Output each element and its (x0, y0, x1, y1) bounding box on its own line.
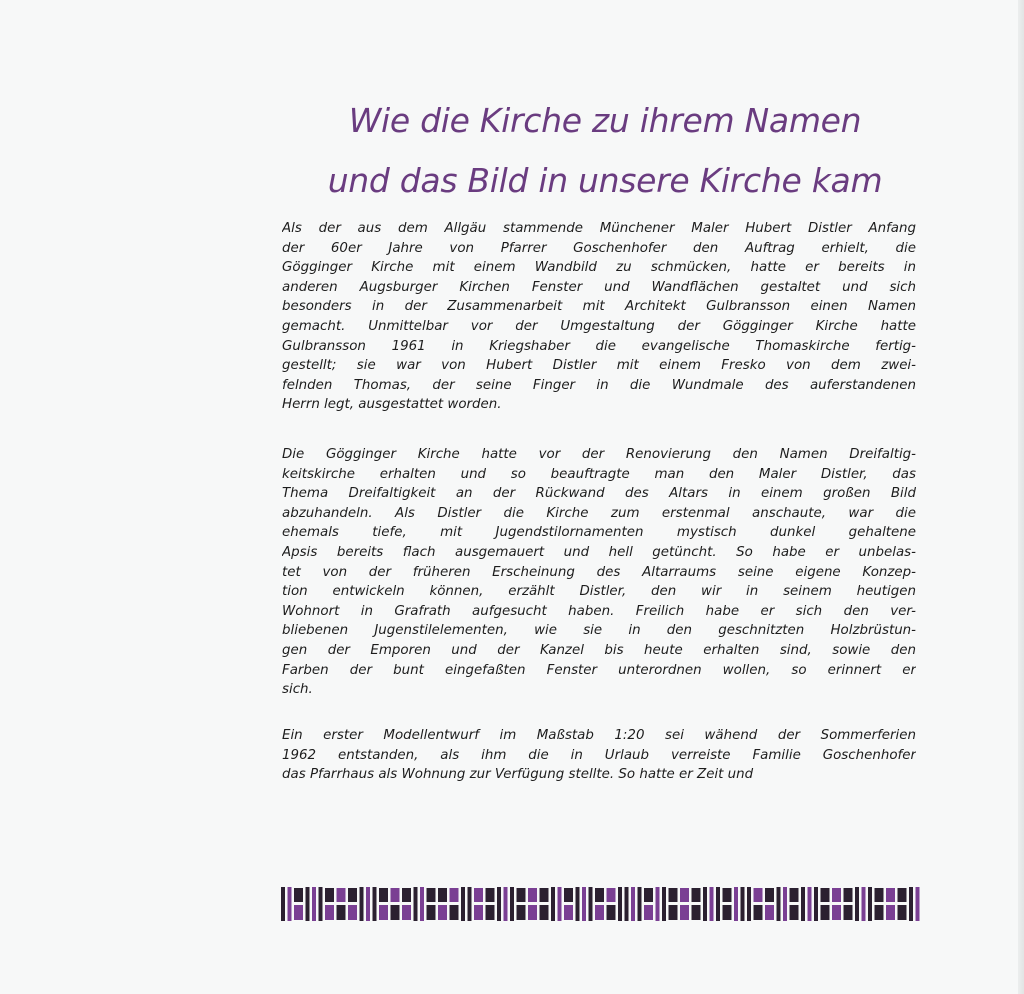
ornament-block (680, 905, 689, 920)
ornament-block (450, 888, 459, 902)
ornament-bar (461, 887, 465, 921)
ornament-block (669, 888, 678, 902)
ornament-bar (662, 887, 666, 921)
ornament-block (680, 888, 689, 902)
page-edge (1018, 0, 1024, 994)
ornament-block (540, 905, 549, 920)
ornament-block (723, 905, 732, 920)
ornament-block (875, 905, 884, 920)
ornament-bar (306, 887, 310, 921)
ornament-block (438, 888, 447, 902)
ornament-block (886, 905, 895, 920)
ornament-bar (741, 887, 745, 921)
ornament-block (402, 905, 411, 920)
ornament-bar (558, 887, 562, 921)
ornament-bar (855, 887, 859, 921)
ornament-block (474, 905, 483, 920)
ornament-block (486, 888, 495, 902)
ornament-bar (312, 887, 316, 921)
ornament-block (790, 888, 799, 902)
ornament-block (607, 905, 616, 920)
text-line: ehemals tiefe, mit Jugendstilornamenten mystisch dunkel gehaltene (282, 525, 916, 541)
text-line: 1962 entstanden, als ihm die in Urlaub verreiste Familie Goschenhofer (282, 747, 916, 763)
ornament-block (337, 888, 346, 902)
text-line: Als der aus dem Allgäu stammende Münchener Maler Hubert Distler Anfang (282, 221, 916, 236)
ornament-block (348, 905, 357, 920)
ornament-block (450, 905, 459, 920)
ornament-block (564, 888, 573, 902)
ornament-bar (916, 887, 920, 921)
ornament-bar (420, 887, 424, 921)
ornament-block (644, 905, 653, 920)
ornament-block (898, 888, 907, 902)
ornament-bar (808, 887, 812, 921)
ornament-block (325, 905, 334, 920)
text-line: Farben der bunt eingefaßten Fenster unterordnen wollen, so erinnert er (282, 662, 916, 678)
ornament-bar (716, 887, 720, 921)
ornament-bar (747, 887, 751, 921)
ornament-bar (868, 887, 872, 921)
ornament-block (595, 888, 604, 902)
ornament-block (875, 888, 884, 902)
ornament-block (754, 905, 763, 920)
ornament-bar (551, 887, 555, 921)
page-title-line-2: und das Bild in unsere Kirche kam (327, 161, 883, 200)
text-line: anderen Augsburger Kirchen Fenster und Wandflächen gestaltet und sich (282, 279, 916, 295)
ornament-bar (710, 887, 714, 921)
text-line: abzuhandeln. Als Distler die Kirche zum erstenmal anschaute, war die (282, 505, 916, 521)
paragraph-1 (282, 219, 916, 415)
ornament-bar (656, 887, 660, 921)
text-line: besonders in der Zusammenarbeit mit Architekt Gulbransson einen Namen (282, 299, 916, 315)
ornament-block (692, 905, 701, 920)
ornament-block (474, 888, 483, 902)
ornament-block (790, 905, 799, 920)
ornament-block (517, 888, 526, 902)
ornament-block (644, 888, 653, 902)
ornament-bar (589, 887, 593, 921)
ornament-block (821, 888, 830, 902)
ornament-bar (777, 887, 781, 921)
ornament-block (832, 888, 841, 902)
ornament-block (723, 888, 732, 902)
ornament-bar (281, 887, 285, 921)
text-line: der 60er Jahre von Pfarrer Goschenhofer den Auftrag erhielt, die (282, 240, 916, 256)
ornament-block (391, 905, 400, 920)
ornament-block (765, 888, 774, 902)
ornament-bar (618, 887, 622, 921)
text-line: gemacht. Unmittelbar vor der Umgestaltung der Gögginger Kirche hatte (282, 318, 916, 334)
paragraph-2 (282, 445, 916, 700)
ornament-block (379, 888, 388, 902)
ornament-bar (288, 887, 292, 921)
ornament-bar (734, 887, 738, 921)
text-line: sich. (282, 682, 313, 698)
ornament-block (540, 888, 549, 902)
ornament-block (832, 905, 841, 920)
text-line: Die Gögginger Kirche hatte vor der Renovierung den Namen Dreifaltig- (282, 447, 916, 462)
text-line: tion entwickeln können, erzählt Distler, den wir in seinem heutigen (282, 584, 916, 600)
ornament-block (844, 905, 853, 920)
ornament-block (402, 888, 411, 902)
ornament-block (898, 905, 907, 920)
ornament-block (528, 905, 537, 920)
ornament-block (379, 905, 388, 920)
ornament-bar (862, 887, 866, 921)
ornament-bar (631, 887, 635, 921)
ornament-bar (468, 887, 472, 921)
ornament-bar (360, 887, 364, 921)
ornament-block (528, 888, 537, 902)
ornament-bar (576, 887, 580, 921)
page-title-line-1: Wie die Kirche zu ihrem Namen (348, 101, 862, 140)
text-line: Apsis bereits flach ausgemauert und hell getüncht. So habe er unbelas- (282, 544, 916, 560)
text-line: Ein erster Modellentwurf im Maßstab 1:20 sei wähend der Sommerferien (282, 728, 916, 743)
ornament-bar (510, 887, 514, 921)
ornament-bar (638, 887, 642, 921)
ornament-block (595, 905, 604, 920)
ornament-bar (783, 887, 787, 921)
ornament-bar (814, 887, 818, 921)
ornament-bar (582, 887, 586, 921)
text-line: das Pfarrhaus als Wohnung zur Verfügung stellte. So hatte er Zeit und (282, 767, 754, 783)
ornament-block (765, 905, 774, 920)
text-line: Thema Dreifaltigkeit an der Rückwand des Altars in einem großen Bild (282, 486, 916, 502)
text-line: gen der Emporen und der Kanzel bis heute erhalten sind, sowie den (282, 642, 916, 658)
ornament-block (427, 888, 436, 902)
ornament-block (844, 888, 853, 902)
ornament-block (325, 888, 334, 902)
ornament-block (294, 888, 303, 902)
text-line: keitskirche erhalten und so beauftragte man den Maler Distler, das (282, 466, 916, 482)
ornament-block (391, 888, 400, 902)
ornament-block (427, 905, 436, 920)
text-line: Wohnort in Grafrath aufgesucht haben. Freilich habe er sich den ver- (282, 603, 916, 619)
ornament-block (886, 888, 895, 902)
ornament-bar (319, 887, 323, 921)
ornament-block (564, 905, 573, 920)
ornament-bar (504, 887, 508, 921)
text-line: felnden Thomas, der seine Finger in die Wundmale des auferstandenen (282, 377, 916, 393)
text-line: Gulbransson 1961 in Kriegshaber die evangelische Thomaskirche fertig- (282, 338, 916, 354)
ornament-block (348, 888, 357, 902)
ornament-block (669, 905, 678, 920)
ornament-bar (909, 887, 913, 921)
ornament-block (294, 905, 303, 920)
ornament-block (517, 905, 526, 920)
ornament-block (438, 905, 447, 920)
ornament-bar (703, 887, 707, 921)
ornament-bar (625, 887, 629, 921)
text-line: Herrn legt, ausgestattet worden. (282, 397, 502, 413)
ornament-bar (497, 887, 501, 921)
ornament-bar (366, 887, 370, 921)
text-line: gestellt; sie war von Hubert Distler mit einem Fresko von dem zwei- (282, 358, 916, 374)
text-line: tet von der früheren Erscheinung des Altarraums seine eigene Konzep- (282, 564, 916, 580)
paragraph-3 (282, 726, 916, 785)
text-line: Gögginger Kirche mit einem Wandbild zu schmücken, hatte er bereits in (282, 260, 916, 276)
ornament-block (754, 888, 763, 902)
text-line: bliebenen Jugenstilelementen, wie sie in den geschnitzten Holzbrüstun- (282, 623, 916, 639)
ornament-bar (414, 887, 418, 921)
ornament-bar (801, 887, 805, 921)
ornament-block (692, 888, 701, 902)
ornament-band (281, 884, 923, 924)
ornament-block (337, 905, 346, 920)
ornament-block (607, 888, 616, 902)
ornament-block (821, 905, 830, 920)
ornament-bar (373, 887, 377, 921)
ornament-block (486, 905, 495, 920)
